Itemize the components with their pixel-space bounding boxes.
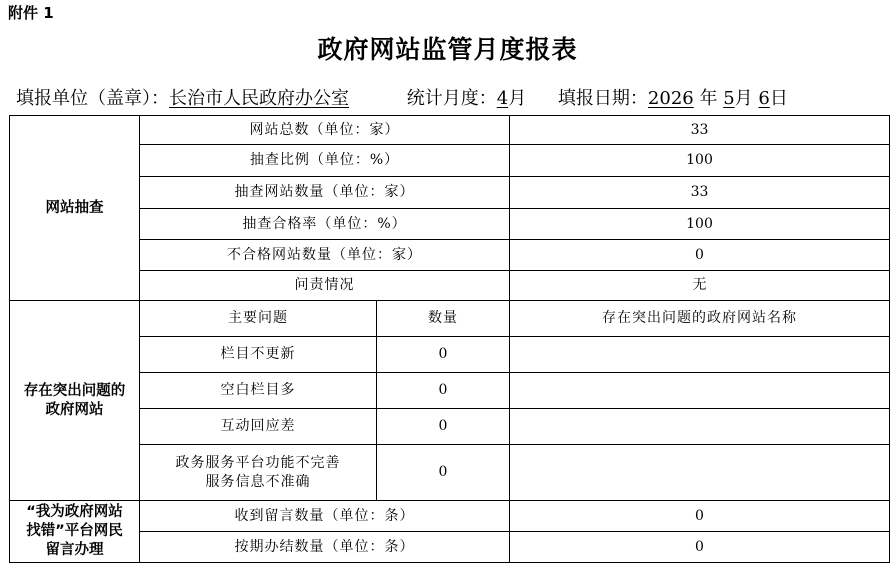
- issue-count: 0: [377, 409, 510, 445]
- table-row: [10, 301, 890, 337]
- unit-label: 填报单位（盖章）：: [16, 88, 169, 109]
- row-label: 抽查合格率（单位：%）: [140, 209, 510, 240]
- table-row: [10, 240, 890, 271]
- report-meta: [16, 84, 788, 110]
- table-row: [10, 501, 890, 532]
- day-suffix: 日: [769, 88, 788, 109]
- section-title-line: 存在突出问题的: [23, 382, 126, 399]
- row-label: 收到留言数量（单位：条）: [140, 501, 510, 532]
- section-title-line: 找错”平台网民: [26, 523, 123, 539]
- issue-names: [510, 337, 890, 373]
- issue-names: [510, 409, 890, 445]
- row-label: 按期办结数量（单位：条）: [140, 532, 510, 563]
- issue-count: 0: [377, 373, 510, 409]
- page-title: 政府网站监管月度报表: [317, 35, 578, 64]
- attachment-label: 附件 1: [8, 4, 54, 22]
- table-row: [10, 445, 890, 501]
- header-names: 存在突出问题的政府网站名称: [510, 301, 890, 337]
- row-value: 100: [510, 209, 890, 240]
- table-row: [10, 532, 890, 563]
- section-title-spot-check: 网站抽查: [10, 116, 140, 301]
- row-value: 33: [510, 116, 890, 145]
- issue-count: 0: [377, 337, 510, 373]
- report-table: [9, 115, 890, 563]
- section-title-line: 政府网站: [45, 401, 104, 418]
- date-month: 5: [723, 88, 735, 109]
- date-day: 6: [758, 88, 770, 109]
- table-row: [10, 177, 890, 209]
- issue-label: 栏目不更新: [140, 337, 377, 373]
- table-row: [10, 116, 890, 145]
- table-row: [10, 209, 890, 240]
- date-year: 2026: [647, 88, 694, 109]
- header-count: 数量: [377, 301, 510, 337]
- row-value: 无: [510, 271, 890, 301]
- issue-names: [510, 445, 890, 501]
- issue-label: 互动回应差: [140, 409, 377, 445]
- issue-label: 空白栏目多: [140, 373, 377, 409]
- table-row: [10, 373, 890, 409]
- table-row: [10, 409, 890, 445]
- row-label: 问责情况: [140, 271, 510, 301]
- section-title-issues: [10, 301, 140, 501]
- row-label: 网站总数（单位：家）: [140, 116, 510, 145]
- issue-label-line: 服务信息不准确: [205, 473, 311, 490]
- header-problem: 主要问题: [140, 301, 377, 337]
- issue-label: [140, 445, 377, 501]
- month-label: 统计月度：: [406, 88, 497, 109]
- row-label: 抽查比例（单位：%）: [140, 145, 510, 177]
- row-label: 抽查网站数量（单位：家）: [140, 177, 510, 209]
- row-value: 0: [510, 532, 890, 563]
- row-value: 33: [510, 177, 890, 209]
- section-title-line: “我为政府网站: [26, 504, 123, 520]
- month-value: 4: [496, 88, 509, 109]
- section-title-messages: [10, 501, 140, 563]
- row-label: 不合格网站数量（单位：家）: [140, 240, 510, 271]
- row-value: 0: [510, 501, 890, 532]
- month-suffix: 月: [508, 88, 527, 109]
- table-row: [10, 337, 890, 373]
- row-value: 0: [510, 240, 890, 271]
- month-char: 月: [734, 88, 753, 109]
- issue-names: [510, 373, 890, 409]
- issue-label-line: 政务服务平台功能不完善: [175, 454, 341, 471]
- unit-value: 长治市人民政府办公室: [169, 88, 349, 109]
- section-title-line: 留言办理: [45, 542, 104, 558]
- issue-count: 0: [377, 445, 510, 501]
- row-value: 100: [510, 145, 890, 177]
- table-row: [10, 271, 890, 301]
- year-suffix: 年: [699, 88, 718, 109]
- table-row: [10, 145, 890, 177]
- date-label: 填报日期：: [557, 88, 648, 109]
